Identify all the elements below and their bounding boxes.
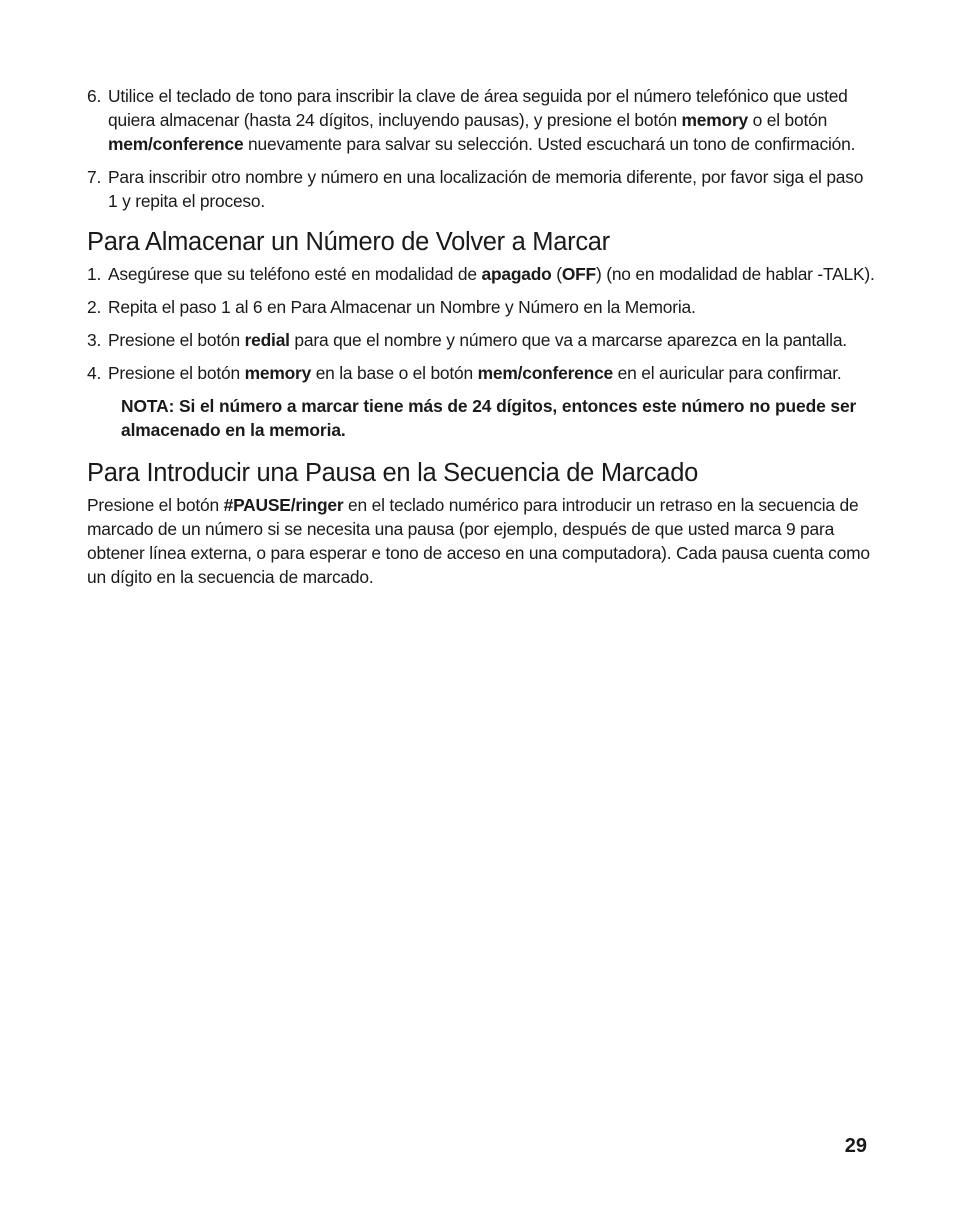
list-item xyxy=(87,262,877,286)
section-heading-redial: Para Almacenar un Número de Volver a Marcar xyxy=(87,228,610,256)
item-number: 3. xyxy=(87,330,102,350)
item-number: 7. xyxy=(87,167,102,187)
list-item xyxy=(87,165,877,213)
item-number: 4. xyxy=(87,363,102,383)
section-heading-pause: Para Introducir una Pausa en la Secuencia de Marcado xyxy=(87,459,698,487)
item-text: Presione el botón memory en la base o el botón mem/conference en el auricular para confirmar. xyxy=(108,363,842,383)
pause-paragraph: Presione el botón #PAUSE/ringer en el teclado numérico para introducir un retraso en la secuencia de marcado de un número si se necesita una pausa (por ejemplo, después de que usted marca 9 para obtener línea externa, o para esperar e tono de acceso en una computadora). Cada pausa cuenta como un dígito en la secuencia de marcado. xyxy=(87,495,870,587)
redial-steps-list xyxy=(87,262,877,385)
list-item xyxy=(87,328,877,352)
item-number: 6. xyxy=(87,86,102,106)
list-item xyxy=(87,84,877,156)
item-text: Repita el paso 1 al 6 en Para Almacenar un Nombre y Número en la Memoria. xyxy=(108,297,696,317)
note-text: NOTA: Si el número a marcar tiene más de 24 dígitos, entonces este número no puede ser almacenado en la memoria. xyxy=(121,396,857,440)
list-item xyxy=(87,361,877,385)
item-text: Para inscribir otro nombre y número en una localización de memoria diferente, por favor siga el paso 1 y repita el proceso. xyxy=(108,167,864,211)
item-text: Presione el botón redial para que el nombre y número que va a marcarse aparezca en la pantalla. xyxy=(108,330,847,350)
item-number: 1. xyxy=(87,264,102,284)
steps-list-continued xyxy=(87,84,877,213)
item-text: Asegúrese que su teléfono esté en modalidad de apagado (OFF) (no en modalidad de hablar -TALK). xyxy=(108,264,875,284)
item-number: 2. xyxy=(87,297,102,317)
list-item xyxy=(87,295,877,319)
page-number: 29 xyxy=(844,1135,867,1157)
item-text: Utilice el teclado de tono para inscribir la clave de área seguida por el número telefónico que usted quiera almacenar (hasta 24 dígitos, incluyendo pausas), y presione el botón memory o el botón mem/conference nuevamente para salvar su selección. Usted escuchará un tono de confirmación. xyxy=(108,86,856,154)
page-content xyxy=(87,84,877,589)
